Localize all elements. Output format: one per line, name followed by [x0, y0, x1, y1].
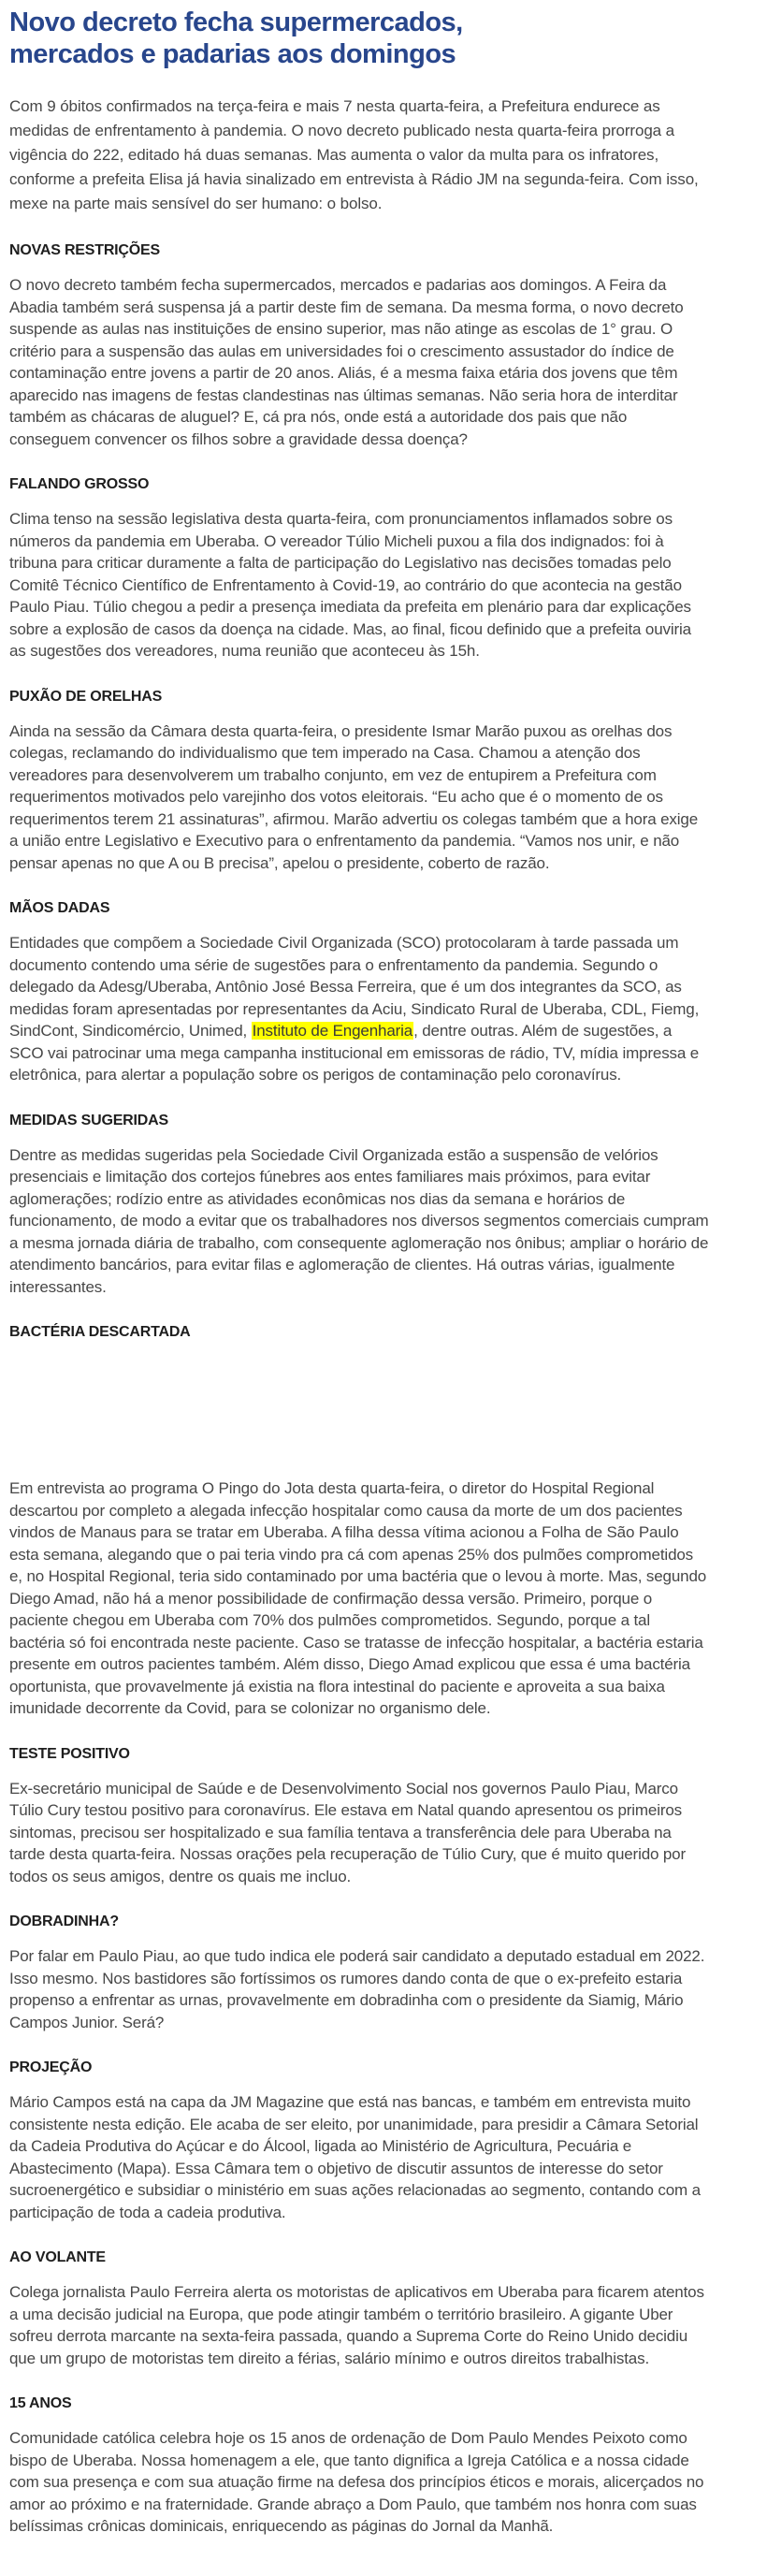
section-heading: MEDIDAS SUGERIDAS [9, 1112, 168, 1128]
section-heading: DOBRADINHA? [9, 1914, 119, 1930]
article-intro-paragraph: Com 9 óbitos confirmados na terça-feira e mais 7 nesta quarta-feira, a Prefeitura endurece as medidas de enfrentamento à pandemia. O novo decreto publicado nesta quarta-feira prorroga a vigência do 222, editado há duas semanas. Mas aumenta o valor da multa para os infratores, conforme a prefeita Elisa já havia sinalizado em entrevista à Rádio JM na segunda-feira. Com isso, mexe na parte mais sensível do ser humano: o bolso. [9, 97, 699, 213]
section-dobradinha [9, 1914, 709, 2033]
section-novas-restricoes [9, 242, 709, 450]
section-heading: 15 ANOS [9, 2395, 72, 2412]
section-paragraph: Dentre as medidas sugeridas pela Sociedade Civil Organizada estão a suspensão de velórios presenciais e limitação dos cortejos fúnebres aos entes familiares mais próximos, para evitar aglomerações; rodízio entre as atividades econômicas nos dias da semana e horários de funcionamento, de modo a evitar que os trabalhadores nos diversos segmentos comerciais cumpram a mesma jornada diária de trabalho, com consequente aglomeração nos ônibus; ampliar o horário de atendimento bancários, para evitar filas e aglomeração de clientes. Há outras várias, igualmente interessantes. [9, 1145, 709, 1296]
section-teste-positivo [9, 1746, 709, 1888]
section-falando-grosso [9, 476, 709, 662]
section-heading: PUXÃO DE ORELHAS [9, 688, 163, 705]
section-paragraph: Em entrevista ao programa O Pingo do Jota desta quarta-feira, o diretor do Hospital Regional descartou por completo a alegada infecção hospitalar como causa da morte de um dos pacientes vindos de Manaus para se tratar em Uberaba. A filha dessa vítima acionou a Folha de São Paulo esta semana, alegando que o pai teria vindo pra cá com apenas 25% dos pulmões comprometidos e, no Hospital Regional, teria sido contaminado por uma bactéria que o levou à morte. Mas, segundo Diego Amad, não há a menor possibilidade de confirmação dessa versão. Primeiro, porque o paciente chegou em Uberaba com 70% dos pulmões comprometidos. Segundo, porque a tal bactéria só foi encontrada neste paciente. Caso se tratasse de infecção hospitalar, a bactéria estaria presente em outros pacientes também. Além disso, Diego Amad explicou que essa é uma bactéria oportunista, que provavelmente já existia na flora intestinal do paciente e aproveita a sua baixa imunidade decorrente da Covid, para se colonizar no organismo dele. [9, 1479, 707, 1718]
section-paragraph: Colega jornalista Paulo Ferreira alerta os motoristas de aplicativos em Uberaba para ficarem atentos a uma decisão judicial na Europa, que pode atingir também o território brasileiro. A gigante Uber sofreu derrota marcante na sexta-feira passada, quando a Suprema Corte do Reino Unido decidiu que um grupo de motoristas tem direito a férias, salário mínimo e outros direitos trabalhistas. [9, 2283, 704, 2367]
section-heading: FALANDO GROSSO [9, 476, 150, 493]
paragraph-text-before-highlight: Entidades que compõem a Sociedade Civil Organizada (SCO) protocolaram à tarde passada um documento contendo uma série de sugestões para o enfrentamento da pandemia. Segundo o delegado da Adesg/Uberaba, Antônio José Bessa Ferreira, que é um dos integrantes da SCO, as medidas foram apresentadas por representantes da Aciu, Sindicato Rural de Uberaba, CDL, Fiemg, SindCont, Sindicomércio, Unimed, [9, 934, 700, 1041]
section-heading: TESTE POSITIVO [9, 1745, 130, 1762]
section-heading: MÃOS DADAS [9, 900, 110, 917]
section-paragraph: Clima tenso na sessão legislativa desta quarta-feira, com pronunciamentos inflamados sobre os números da pandemia em Uberaba. O vereador Túlio Micheli puxou a fila dos indignados: foi à tribuna para criticar duramente a falta de participação do Legislativo nas decisões tomadas pelo Comitê Técnico Científico de Enfrentamento à Covid-19, ao contrário do que acontecia na gestão Paulo Piau. Túlio chegou a pedir a presença imediata da prefeita em plenário para dar explicações sobre a explosão de casos da doença na cidade. Mas, ao final, ficou definido que a prefeita ouviria as sugestões dos vereadores, numa reunião que aconteceu às 15h. [9, 510, 691, 661]
section-projecao [9, 2059, 709, 2223]
section-paragraph: Ainda na sessão da Câmara desta quarta-feira, o presidente Ismar Marão puxou as orelhas dos colegas, reclamando do individualismo que tem imperado na Casa. Chamou a atenção dos vereadores para desenvolverem um trabalho conjunto, em vez de entupirem a Prefeitura com requerimentos motivados pelo varejinho dos votos eleitorais. “Eu acho que é o momento de os requerimentos terem 21 assinaturas”, afirmou. Marão advertiu os colegas também que a hora exige a união entre Legislativo e Executivo para o enfrentamento da pandemia. “Vamos nos unir, e não pensar apenas no que A ou B precisa”, apelou o presidente, coberto de razão. [9, 721, 699, 872]
section-heading: NOVAS RESTRIÇÕES [9, 242, 160, 259]
section-paragraph: Ex-secretário municipal de Saúde e de Desenvolvimento Social nos governos Paulo Piau, Marco Túlio Cury testou positivo para coronavírus. Ele estava em Natal quando apresentou os primeiros sintomas, precisou ser hospitalizado e sua família tentava a transferência dele para Uberaba na tarde desta quarta-feira. Nossas orações pela recuperação de Túlio Cury, que é muito querido por todos os seus amigos, dentre os quais me incluo. [9, 1779, 687, 1885]
empty-embed-placeholder [9, 1356, 709, 1477]
section-15-anos [9, 2395, 709, 2538]
section-heading: PROJEÇÃO [9, 2059, 93, 2076]
section-maos-dadas [9, 900, 709, 1086]
article-title: Novo decreto fecha supermercados, mercados e padarias aos domingos [9, 7, 463, 69]
highlighted-text: Instituto de Engenharia [252, 1022, 413, 1041]
section-ao-volante [9, 2249, 709, 2369]
section-paragraph: Mário Campos está na capa da JM Magazine que está nas bancas, e também em entrevista muito consistente nesta edição. Ele acaba de ser eleito, por unanimidade, para presidir a Câmara Setorial da Cadeia Produtiva do Açúcar e do Álcool, ligada ao Ministério de Agricultura, Pecuária e Abastecimento (Mapa). Essa Câmara tem o objetivo de discutir assuntos de interesse do setor sucroenergético e subsidiar o ministério em suas ações relacionadas ao segmento, contando com a participação de toda a cadeia produtiva. [9, 2093, 701, 2221]
section-paragraph [9, 932, 709, 1086]
section-puxao-de-orelhas [9, 689, 709, 875]
paragraph-text-after-highlight: , dentre outras. Além de sugestões, a SCO vai patrocinar uma mega campanha institucional em emissoras de rádio, TV, mídia impressa e eletrônica, para alertar a população sobre os perigos de contaminação pelo coronavírus. [9, 1022, 700, 1084]
section-heading: AO VOLANTE [9, 2249, 106, 2266]
section-paragraph: O novo decreto também fecha supermercados, mercados e padarias aos domingos. A Feira da Abadia também será suspensa já a partir deste fim de semana. Da mesma forma, o novo decreto suspende as aulas nas instituições de ensino superior, mas não atinge as escolas de 1° grau. O critério para a suspensão das aulas em universidades foi o crescimento assustador do índice de contaminação entre jovens a partir de 20 anos. Aliás, é a mesma faixa etária dos jovens que têm aparecido nas imagens de festas clandestinas nas últimas semanas. Não seria hora de interditar também as chácaras de aluguel? E, cá pra nós, onde está a autoridade dos pais que não conseguem convencer os filhos sobre a gravidade dessa doença? [9, 276, 684, 448]
section-paragraph: Comunidade católica celebra hoje os 15 anos de ordenação de Dom Paulo Mendes Peixoto como bispo de Uberaba. Nossa homenagem a ele, que tanto dignifica a Igreja Católica e a nossa cidade com sua presença e com sua atuação firme na defesa dos princípios éticos e morais, alicerçados no amor ao próximo e na fraternidade. Grande abraço a Dom Paulo, que também nos honra com suas belíssimas crônicas dominicais, enriquecendo as páginas do Jornal da Manhã. [9, 2429, 704, 2536]
section-paragraph: Por falar em Paulo Piau, ao que tudo indica ele poderá sair candidato a deputado estadual em 2022. Isso mesmo. Nos bastidores são fortíssimos os rumores dando conta de que o ex-prefeito estaria propenso a enfrentar as urnas, provavelmente em dobradinha com o presidente da Siamig, Mário Campos Junior. Será? [9, 1947, 705, 2031]
section-medidas-sugeridas [9, 1113, 709, 1299]
section-bacteria-descartada [9, 1324, 709, 1720]
section-heading: BACTÉRIA DESCARTADA [9, 1324, 191, 1341]
